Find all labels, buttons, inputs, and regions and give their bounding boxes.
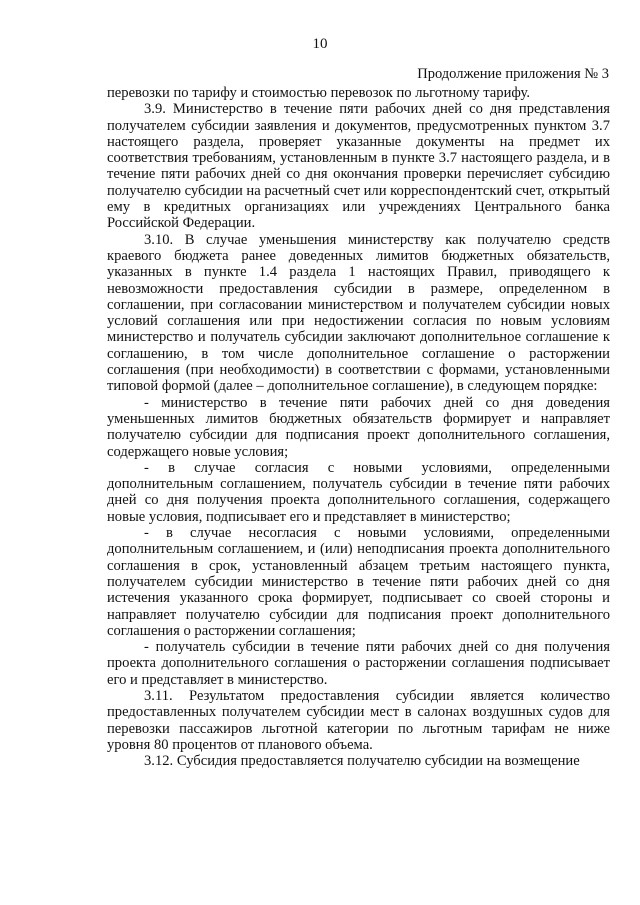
- paragraph-3-12: 3.12. Субсидия предоставляется получателю субсидии на возмещение: [144, 753, 580, 770]
- paragraph-3-10: 3.10. В случае уменьшения министерству как получателю средств краевого бюджета ранее доведенных лимитов бюджетных обязательств, указанных в пункте 1.4 раздела 1 настоящих Правил, приводящего к невозможности предоставления субсидии в размере, определенном в соглашении, при согласовании министерством и получателем субсидии новых условий соглашения или при недостижении согласия по новым условиям министерство и получатель субсидии заключают дополнительное соглашение к соглашению, в том числе дополнительное соглашение о расторжении соглашения (при необходимости) в соответствии с формами, установленными типовой формой (далее – дополнительное соглашение), в следующем порядке:: [107, 231, 610, 395]
- paragraph-continuation: перевозки по тарифу и стоимостью перевозок по льготному тарифу.: [107, 85, 530, 101]
- paragraph-3-9: 3.9. Министерство в течение пяти рабочих дней со дня представления получателем субсидии заявления и документов, предусмотренных пунктом 3.7 настоящего раздела, проверяет указанные документы на предмет их соответствия требованиям, установленным в пункте 3.7 настоящего раздела, и в течение пяти рабочих дней со дня окончания проверки перечисляет субсидию получателю субсидии на расчетный счет или корреспондентский счет, открытый ему в кредитных организациях или учреждениях Центрального банка Российской Федерации.: [107, 101, 610, 232]
- document-body: [107, 85, 610, 769]
- list-item-agreement: - в случае согласия с новыми условиями, определенными дополнительным соглашением, получатель субсидии в течение пяти рабочих дней со дня получения проекта дополнительного соглашения, содержащего новые условия, подписывает его и представляет в министерство;: [107, 459, 610, 525]
- list-item-termination: - получатель субсидии в течение пяти рабочих дней со дня получения проекта дополнительного соглашения о расторжении соглашения подписывает его и представляет в министерство.: [107, 639, 610, 688]
- list-item-ministry-draft: - министерство в течение пяти рабочих дней со дня доведения уменьшенных лимитов бюджетных обязательств формирует и направляет получателю субсидии для подписания проект дополнительного соглашения, содержащего новые условия;: [107, 394, 610, 460]
- page-number: 10: [312, 36, 328, 52]
- list-item-disagreement: - в случае несогласия с новыми условиями, определенными дополнительным соглашением, и (или) неподписания проекта дополнительного соглашения в срок, установленный абзацем третьим настоящего пункта, получателем субсидии министерство в течение пяти рабочих дней со дня истечения указанного срока формирует, подписывает со своей стороны и направляет получателю субсидии для подписания проект дополнительного соглашения о расторжении соглашения;: [107, 525, 610, 639]
- paragraph-3-11: 3.11. Результатом предоставления субсидии является количество предоставленных получателем субсидии мест в салонах воздушных судов для перевозки пассажиров льготной категории по льготным тарифам не ниже уровня 80 процентов от планового объема.: [107, 687, 610, 753]
- appendix-continuation-note: Продолжение приложения № 3: [417, 66, 609, 82]
